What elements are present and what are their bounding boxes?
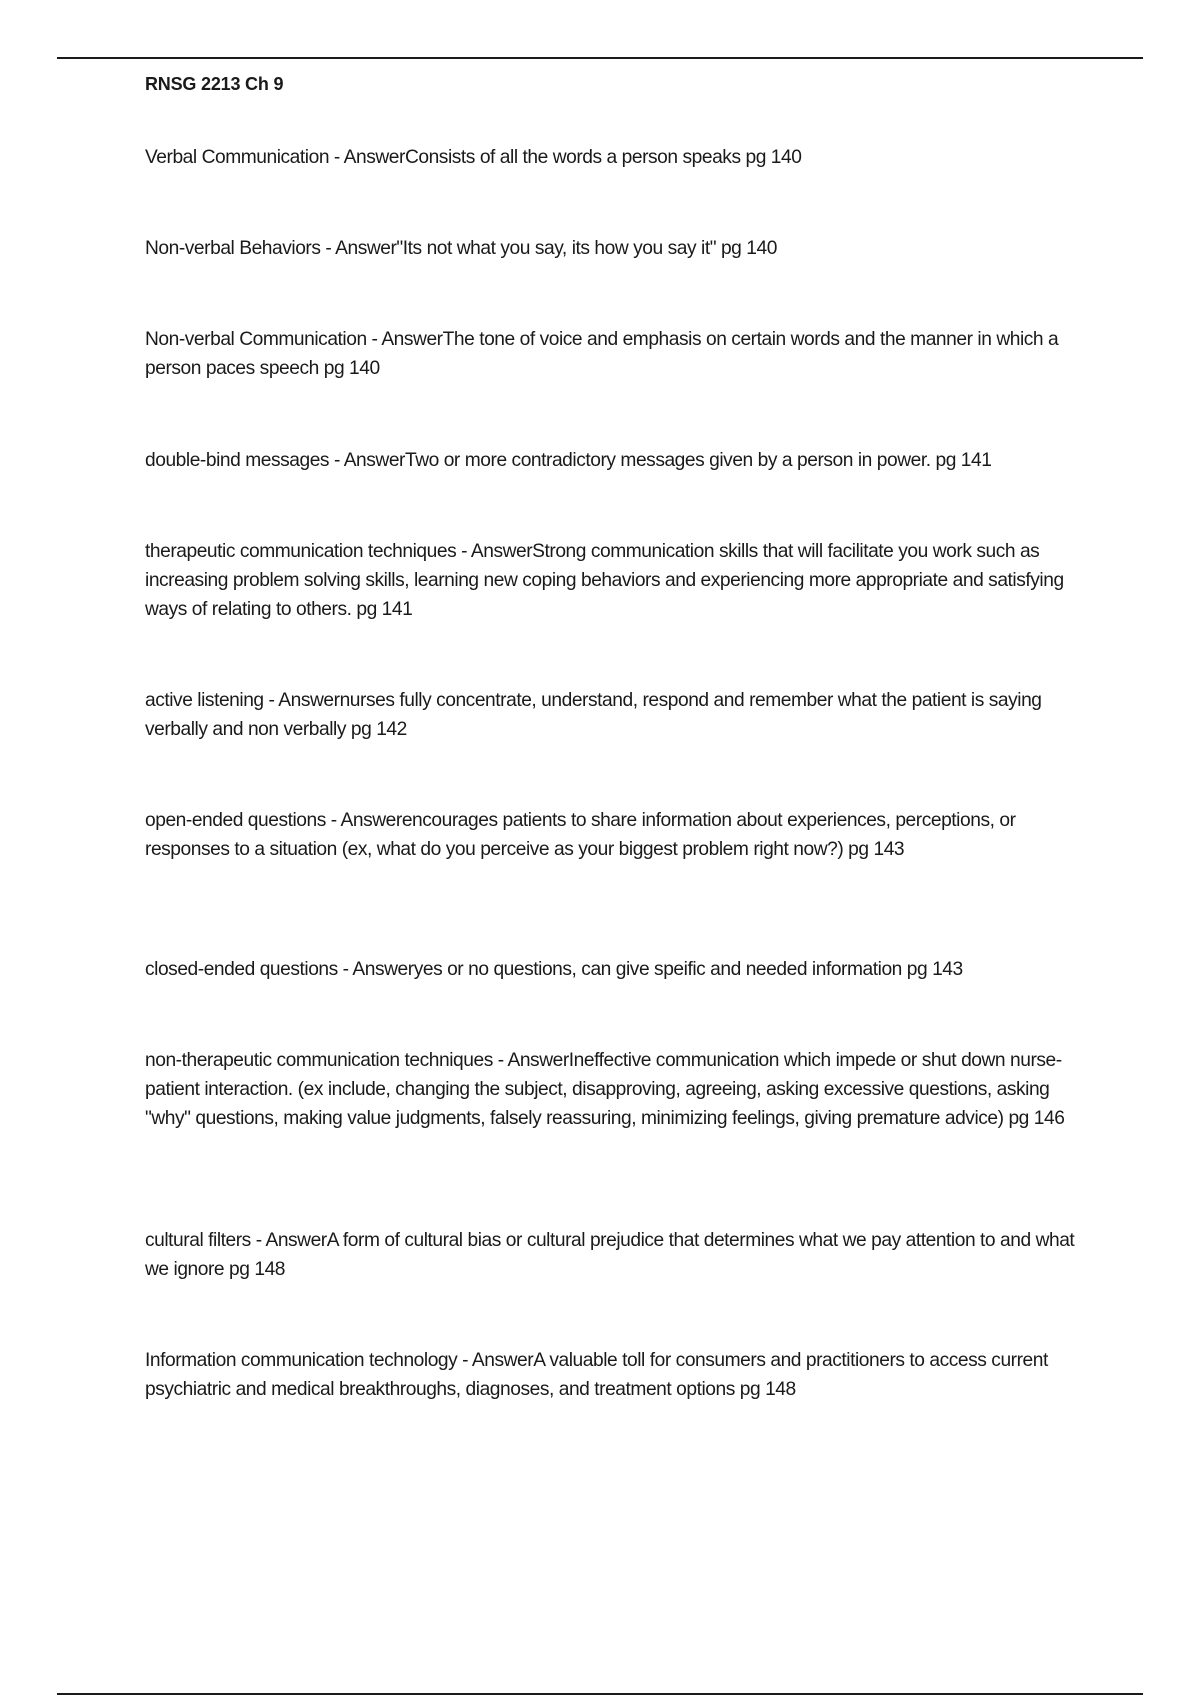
top-rule <box>57 57 1143 59</box>
entry-cultural-filters: cultural filters - AnswerA form of cultural bias or cultural prejudice that determines what we pay attention to and what we ignore pg 148 <box>145 1230 1075 1280</box>
entry-active-listening: active listening - Answernurses fully concentrate, understand, respond and remember what the patient is saying verbally and non verbally pg 142 <box>145 690 1042 740</box>
entry-non-therapeutic-communication-techniques: non-therapeutic communication techniques - AnswerIneffective communication which impede or shut down nurse-patient interaction. (ex include, changing the subject, disapproving, agreeing, asking excessive questions, asking "why" questions, making value judgments, falsely reassuring, minimizing feelings, giving premature advice) pg 146 <box>145 1050 1065 1129</box>
entry-closed-ended-questions: closed-ended questions - Answeryes or no questions, can give speific and needed information pg 143 <box>145 959 963 980</box>
entry-double-bind-messages: double-bind messages - AnswerTwo or more contradictory messages given by a person in power. pg 141 <box>145 450 992 471</box>
entry-information-communication-technology: Information communication technology - AnswerA valuable toll for consumers and practitioners to access current psychiatric and medical breakthroughs, diagnoses, and treatment options pg 148 <box>145 1350 1048 1400</box>
entry-open-ended-questions: open-ended questions - Answerencourages patients to share information about experiences, perceptions, or responses to a situation (ex, what do you perceive as your biggest problem right now?) pg 143 <box>145 810 1016 860</box>
page-title: RNSG 2213 Ch 9 <box>145 74 284 94</box>
entry-non-verbal-communication: Non-verbal Communication - AnswerThe tone of voice and emphasis on certain words and the manner in which a person paces speech pg 140 <box>145 329 1059 379</box>
bottom-rule <box>57 1693 1143 1695</box>
entry-non-verbal-behaviors: Non-verbal Behaviors - Answer"Its not what you say, its how you say it" pg 140 <box>145 238 777 259</box>
entry-therapeutic-communication-techniques: therapeutic communication techniques - AnswerStrong communication skills that will facilitate you work such as increasing problem solving skills, learning new coping behaviors and experiencing more appropriate and satisfying ways of relating to others. pg 141 <box>145 541 1064 620</box>
entry-verbal-communication: Verbal Communication - AnswerConsists of all the words a person speaks pg 140 <box>145 147 802 168</box>
